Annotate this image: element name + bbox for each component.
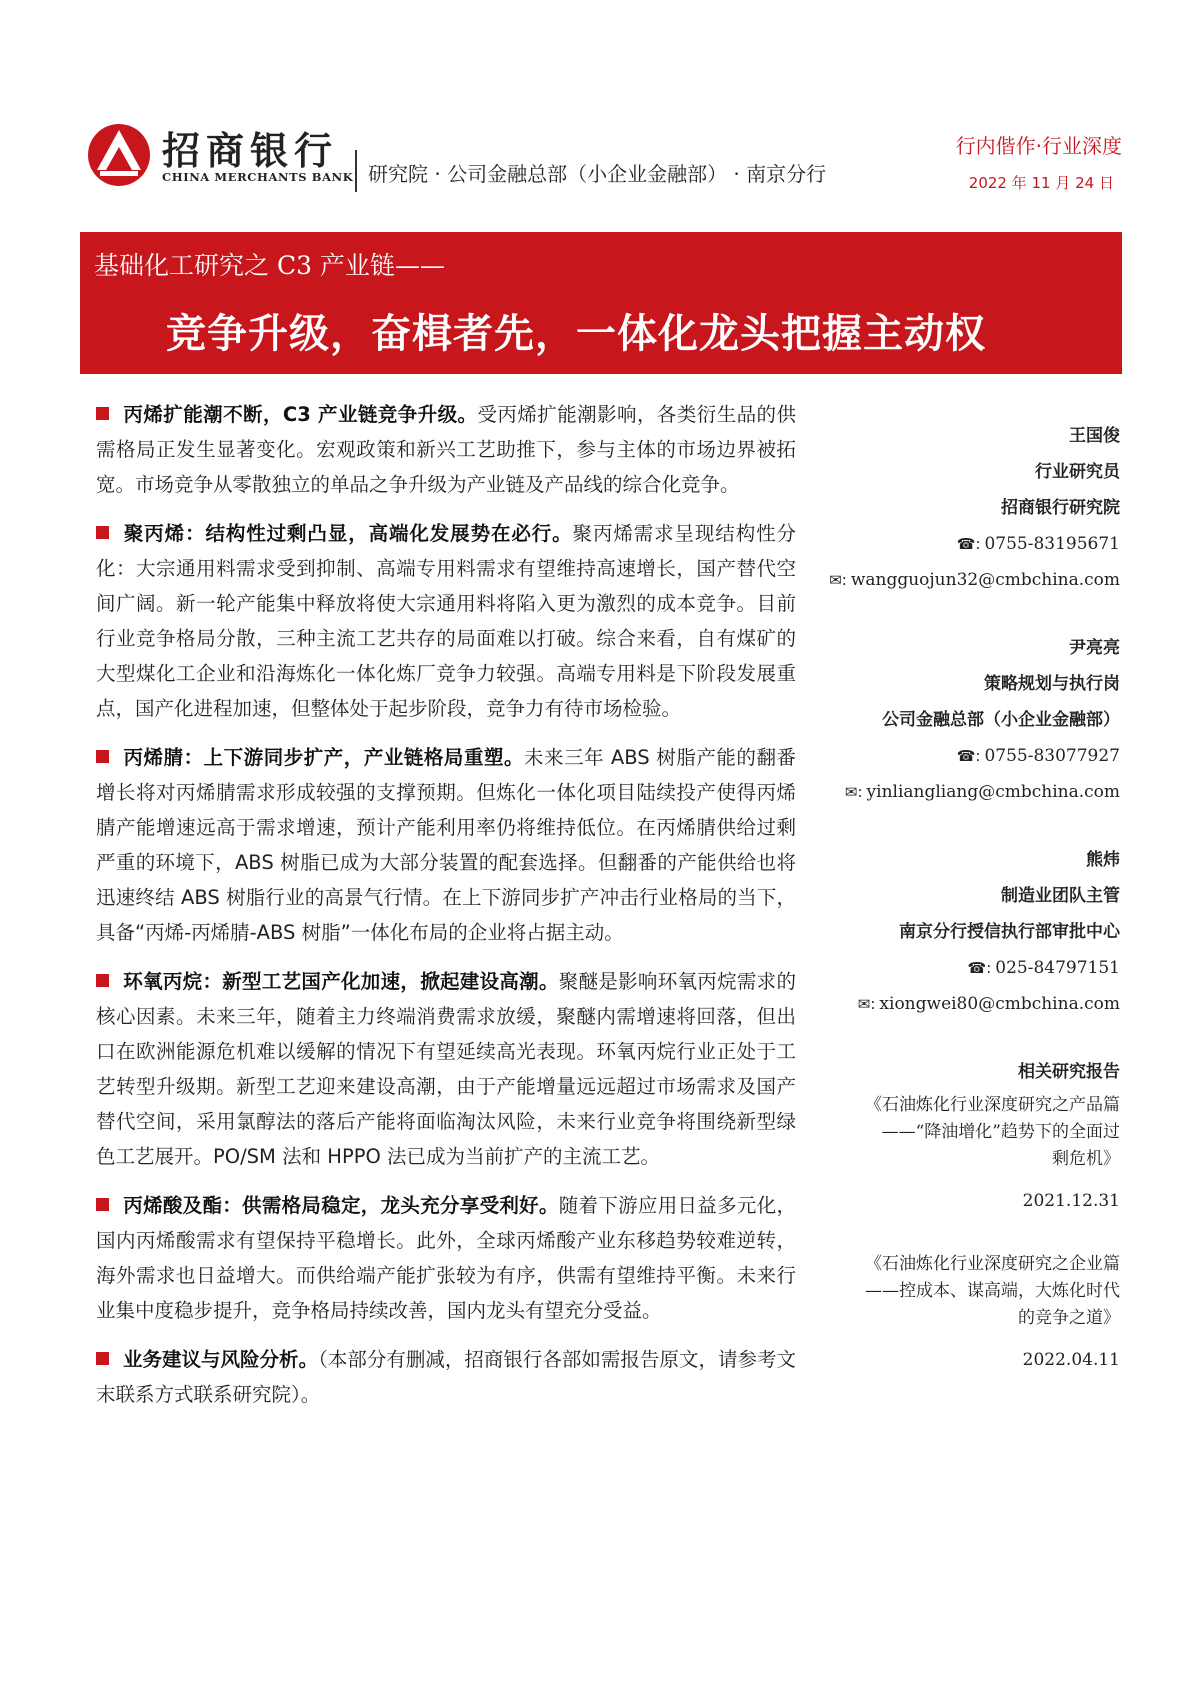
related-report[interactable] [820, 1092, 1120, 1219]
bullet-square-icon [96, 1198, 109, 1211]
related-report-date: 2021.12.31 [1022, 1191, 1120, 1211]
analyst-card [820, 630, 1120, 810]
analyst-card [820, 842, 1120, 1022]
related-report-title: 的竞争之道》 [1018, 1308, 1120, 1328]
related-report-title: 剩危机》 [1052, 1149, 1120, 1169]
summary-section [96, 1342, 796, 1412]
header-divider [355, 150, 357, 192]
summary-column [96, 397, 796, 1426]
analyst-phone-line [820, 950, 1120, 986]
related-report-date: 2022.04.11 [1022, 1350, 1120, 1370]
related-report[interactable] [820, 1251, 1120, 1378]
bullet-square-icon [96, 974, 109, 987]
title-banner [80, 232, 1122, 374]
mail-icon: ✉: [844, 783, 863, 801]
phone-icon: ☎: [956, 747, 981, 765]
analyst-card [820, 418, 1120, 598]
section-body: 聚醚是影响环氧丙烷需求的核心因素。未来三年，随着主力终端消费需求放缓，聚醚内需增速将回落，但出口在欧洲能源危机难以缓解的情况下有望延续高光表现。环氧丙烷行业正处于工艺转型升级期。新型工艺迎来建设高潮，由于产能增量远远超过市场需求及国产替代空间，采用氯醇法的落后产能将面临淘汰风险，未来行业竞争将围绕新型绿色工艺展开。PO/SM 法和 HPPO 法已成为当前扩产的主流工艺。 [96, 970, 796, 1168]
phone-icon: ☎: [956, 535, 981, 553]
section-body: 随着下游应用日益多元化，国内丙烯酸需求有望保持平稳增长。此外，全球丙烯酸产业东移趋势较难逆转，海外需求也日益增大。而供给端产能扩张较为有序，供需有望维持平衡。未来行业集中度稳步提升，竞争格局持续改善，国内龙头有望充分受益。 [96, 1194, 796, 1322]
summary-section [96, 1188, 796, 1328]
summary-section [96, 740, 796, 950]
analyst-name: 尹亮亮 [1069, 638, 1120, 658]
analyst-phone: 0755-83077927 [984, 746, 1120, 766]
report-title: 竞争升级，奋楫者先，一体化龙头把握主动权 [166, 310, 986, 357]
analyst-name: 王国俊 [1069, 426, 1120, 446]
bullet-square-icon [96, 526, 109, 539]
section-body: （本部分有删减，招商银行各部如需报告原文，请参考文末联系方式联系研究院）。 [96, 1348, 796, 1406]
analyst-phone: 0755-83195671 [984, 534, 1120, 554]
section-lead: 丙烯扩能潮不断，C3 产业链竞争升级。 [123, 403, 478, 426]
report-tag: 行内偕作·行业深度 [955, 134, 1122, 158]
analyst-role: 行业研究员 [1035, 462, 1120, 482]
analyst-org: 招商银行研究院 [1001, 498, 1120, 518]
bullet-square-icon [96, 750, 109, 763]
analyst-phone-line [820, 738, 1120, 774]
analyst-email-line [820, 774, 1120, 810]
page-header [80, 118, 1122, 198]
analyst-org: 公司金融总部（小企业金融部） [882, 710, 1120, 730]
section-lead: 丙烯腈：上下游同步扩产，产业链格局重塑。 [123, 746, 525, 769]
analyst-email-line [820, 986, 1120, 1022]
section-body: 聚丙烯需求呈现结构性分化：大宗通用料需求受到抑制、高端专用料需求有望维持高速增长，国产替代空间广阔。新一轮产能集中释放将使大宗通用料将陷入更为激烈的成本竞争。目前行业竞争格局分散，三种主流工艺共存的局面难以打破。综合来看，自有煤矿的大型煤化工企业和沿海炼化一体化炼厂竞争力较强。高端专用料是下阶段发展重点，国产化进程加速，但整体处于起步阶段，竞争力有待市场检验。 [96, 522, 796, 720]
analyst-name: 熊炜 [1086, 850, 1120, 870]
analyst-email[interactable]: wangguojun32@cmbchina.com [850, 570, 1120, 590]
analyst-sidebar [820, 418, 1120, 1410]
section-lead: 丙烯酸及酯：供需格局稳定，龙头充分享受利好。 [123, 1194, 559, 1217]
bullet-square-icon [96, 1352, 109, 1365]
report-date: 2022 年 11 月 24 日 [968, 174, 1114, 192]
mail-icon: ✉: [857, 995, 876, 1013]
department-line: 研究院 · 公司金融总部（小企业金融部） · 南京分行 [368, 162, 827, 186]
section-body: 未来三年 ABS 树脂产能的翻番增长将对丙烯腈需求形成较强的支撑预期。但炼化一体化项目陆续投产使得丙烯腈产能增速远高于需求增速，预计产能利用率仍将维持低位。在丙烯腈供给过剩严重的环境下，ABS 树脂已成为大部分装置的配套选择。但翻番的产能供给也将迅速终结 ABS 树脂行业的高景气行情。在上下游同步扩产冲击行业格局的当下，具备“丙烯-丙烯腈-ABS 树脂”一体化布局的企业将占据主动。 [96, 746, 796, 944]
summary-section [96, 516, 796, 726]
summary-section [96, 964, 796, 1174]
mail-icon: ✉: [829, 571, 847, 589]
analyst-email-line [820, 562, 1120, 598]
related-reports-heading: 相关研究报告 [1018, 1062, 1120, 1082]
analyst-role: 策略规划与执行岗 [984, 674, 1120, 694]
related-report-title: ——“降油增化”趋势下的全面过 [881, 1122, 1120, 1142]
section-lead: 聚丙烯：结构性过剩凸显，高端化发展势在必行。 [123, 522, 573, 545]
bullet-square-icon [96, 407, 109, 420]
cmb-logo-icon [86, 122, 152, 188]
section-body: 受丙烯扩能潮影响，各类衍生品的供需格局正发生显著变化。宏观政策和新兴工艺助推下，参与主体的市场边界被拓宽。市场竞争从零散独立的单品之争升级为产业链及产品线的综合化竞争。 [96, 403, 796, 496]
bank-name-en: CHINA MERCHANTS BANK [162, 170, 354, 184]
analyst-role: 制造业团队主管 [1001, 886, 1120, 906]
related-report-title: 《石油炼化行业深度研究之产品篇 [865, 1095, 1120, 1115]
section-lead: 环氧丙烷：新型工艺国产化加速，掀起建设高潮。 [123, 970, 559, 993]
analyst-email[interactable]: xiongwei80@cmbchina.com [879, 994, 1120, 1014]
summary-section [96, 397, 796, 502]
phone-icon: ☎: [967, 959, 992, 977]
analyst-phone: 025-84797151 [995, 958, 1120, 978]
section-lead: 业务建议与风险分析。 [123, 1348, 319, 1371]
report-subtitle: 基础化工研究之 C3 产业链—— [94, 251, 445, 280]
related-report-title: ——控成本、谋高端，大炼化时代 [865, 1281, 1120, 1301]
analyst-email[interactable]: yinliangliang@cmbchina.com [866, 782, 1120, 802]
analyst-phone-line [820, 526, 1120, 562]
analyst-org: 南京分行授信执行部审批中心 [899, 922, 1120, 942]
bank-name-cn: 招商银行 [162, 129, 339, 173]
related-report-title: 《石油炼化行业深度研究之企业篇 [865, 1254, 1120, 1274]
